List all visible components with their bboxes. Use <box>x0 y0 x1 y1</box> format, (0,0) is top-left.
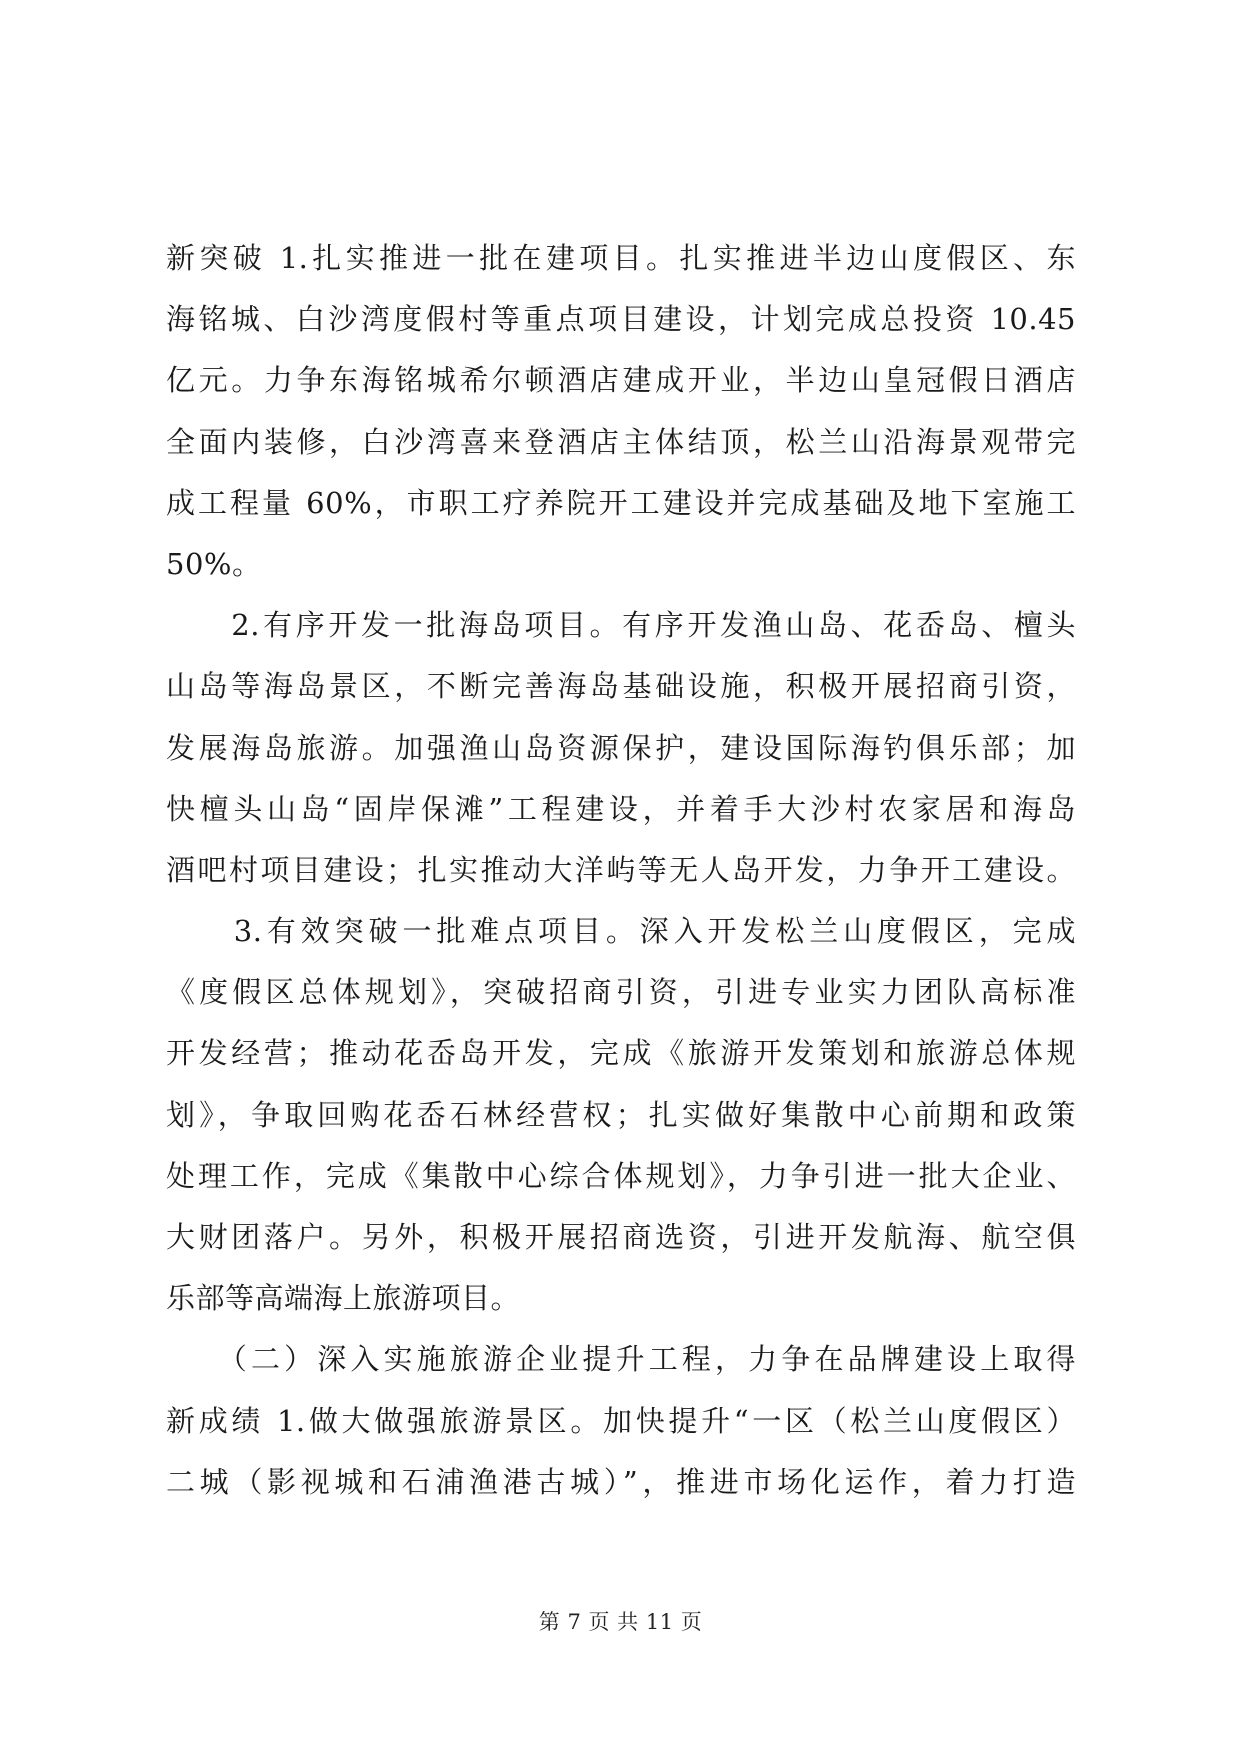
text-line: 3.有效突破一批难点项目。深入开发松兰山度假区，完成 <box>166 914 1076 949</box>
text-line: 乐部等高端海上旅游项目。 <box>166 1281 521 1316</box>
text-line: 开发经营；推动花岙岛开发，完成《旅游开发策划和旅游总体规 <box>166 1036 1076 1071</box>
text-line: 发展海岛旅游。加强渔山岛资源保护，建设国际海钓俱乐部；加 <box>166 730 1076 765</box>
text-line: 新突破 1.扎实推进一批在建项目。扎实推进半边山度假区、东 <box>166 241 1076 275</box>
text-line: 快檀头山岛“固岸保滩”工程建设，并着手大沙村农家居和海岛 <box>166 791 1076 826</box>
text-line: 海铭城、白沙湾度假村等重点项目建设，计划完成总投资 10.45 <box>166 302 1076 337</box>
text-line: 《度假区总体规划》，突破招商引资，引进专业实力团队高标准 <box>166 975 1076 1010</box>
text-line: 新成绩 1.做大做强旅游景区。加快提升“一区（松兰山度假区） <box>166 1403 1076 1438</box>
text-line: 处理工作，完成《集散中心综合体规划》，力争引进一批大企业、 <box>166 1158 1076 1193</box>
text-line: （二）深入实施旅游企业提升工程，力争在品牌建设上取得 <box>166 1342 1076 1377</box>
text-line: 大财团落户。另外，积极开展招商选资，引进开发航海、航空俱 <box>166 1220 1076 1254</box>
text-line: 全面内装修，白沙湾喜来登酒店主体结顶，松兰山沿海景观带完 <box>166 424 1076 459</box>
text-line: 50%。 <box>166 546 262 581</box>
text-line: 二城（影视城和石浦渔港古城）”，推进市场化运作，着力打造 <box>166 1464 1076 1499</box>
text-line: 成工程量 60%，市职工疗养院开工建设并完成基础及地下室施工 <box>166 485 1076 520</box>
page-number-footer: 第 7 页 共 11 页 <box>538 1610 703 1634</box>
text-line: 酒吧村项目建设；扎实推动大洋屿等无人岛开发，力争开工建设。 <box>166 852 1076 887</box>
text-line: 山岛等海岛景区，不断完善海岛基础设施，积极开展招商引资， <box>166 669 1076 704</box>
body-text <box>166 228 1076 1513</box>
text-line: 划》，争取回购花岙石林经营权；扎实做好集散中心前期和政策 <box>166 1097 1076 1132</box>
text-line: 2.有序开发一批海岛项目。有序开发渔山岛、花岙岛、檀头 <box>166 608 1076 643</box>
text-line: 亿元。力争东海铭城希尔顿酒店建成开业，半边山皇冠假日酒店 <box>166 363 1076 398</box>
